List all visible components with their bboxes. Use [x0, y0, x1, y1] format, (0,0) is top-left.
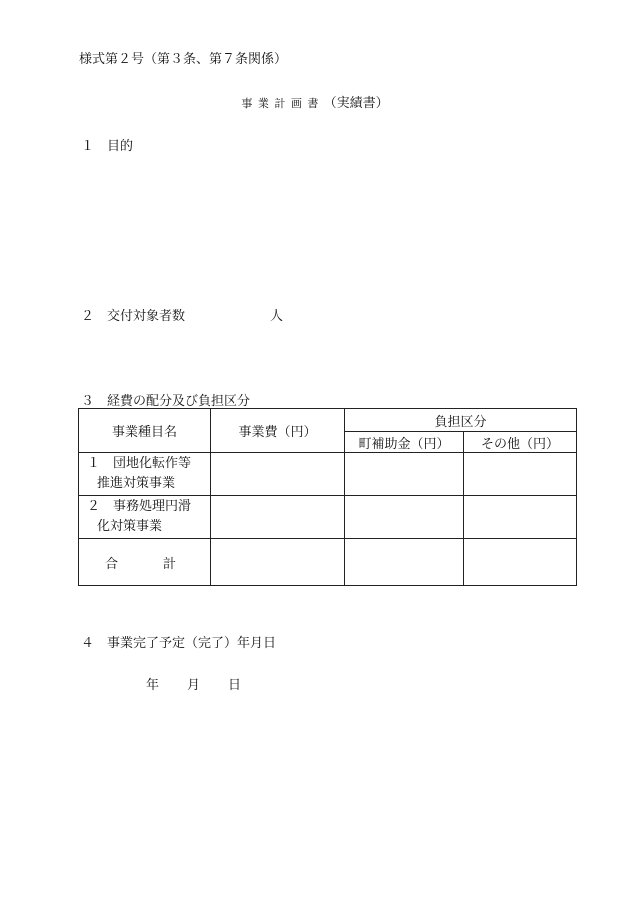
item-name-cell — [79, 453, 211, 496]
recipient-count-unit: 人 — [270, 309, 284, 324]
section3-number: ３ — [81, 394, 95, 409]
town-subsidy-cell[interactable] — [345, 453, 464, 496]
section1-number: １ — [81, 139, 95, 154]
table-row — [79, 453, 577, 496]
project-cost-cell[interactable] — [211, 453, 345, 496]
document-title — [0, 92, 630, 111]
date-year-label: 年 — [146, 678, 160, 693]
header-project-cost: 事業費（円） — [211, 409, 345, 453]
section3-label: 経費の配分及び負担区分 — [107, 394, 251, 409]
budget-table — [78, 408, 577, 586]
header-other: その他（円） — [464, 432, 577, 453]
total-label: 合 計 — [79, 539, 211, 586]
section2-label: 交付対象者数 — [107, 309, 186, 324]
header-town-subsidy: 町補助金（円） — [345, 432, 464, 453]
project-cost-cell[interactable] — [211, 496, 345, 539]
header-item-name: 事業種目名 — [79, 409, 211, 453]
section1-label: 目的 — [107, 139, 134, 154]
date-month-label: 月 — [187, 678, 201, 693]
table-row — [79, 496, 577, 539]
document-title-main: 事 業 計 画 書 — [241, 97, 320, 110]
item-name-line1: １ 団地化転作等 — [87, 456, 192, 471]
town-subsidy-cell[interactable] — [345, 496, 464, 539]
section4-label: 事業完了予定（完了）年月日 — [107, 636, 277, 651]
date-day-label: 日 — [228, 678, 242, 693]
total-project-cost-cell[interactable] — [211, 539, 345, 586]
item-name-line2: 推進対策事業 — [97, 476, 176, 491]
form-number: 様式第２号（第３条、第７条関係） — [79, 52, 288, 67]
item-name-line1: ２ 事務処理円滑 — [87, 499, 192, 514]
item-name-cell — [79, 496, 211, 539]
header-burden-division: 負担区分 — [345, 409, 577, 432]
total-other-cell[interactable] — [464, 539, 577, 586]
total-town-subsidy-cell[interactable] — [345, 539, 464, 586]
section4-number: ４ — [81, 636, 95, 651]
other-cell[interactable] — [464, 453, 577, 496]
table-total-row — [79, 539, 577, 586]
item-name-line2: 化対策事業 — [97, 519, 163, 534]
document-title-suffix: （実績書） — [323, 96, 389, 111]
section2-number: ２ — [81, 309, 95, 324]
other-cell[interactable] — [464, 496, 577, 539]
table-header-row — [79, 409, 577, 432]
